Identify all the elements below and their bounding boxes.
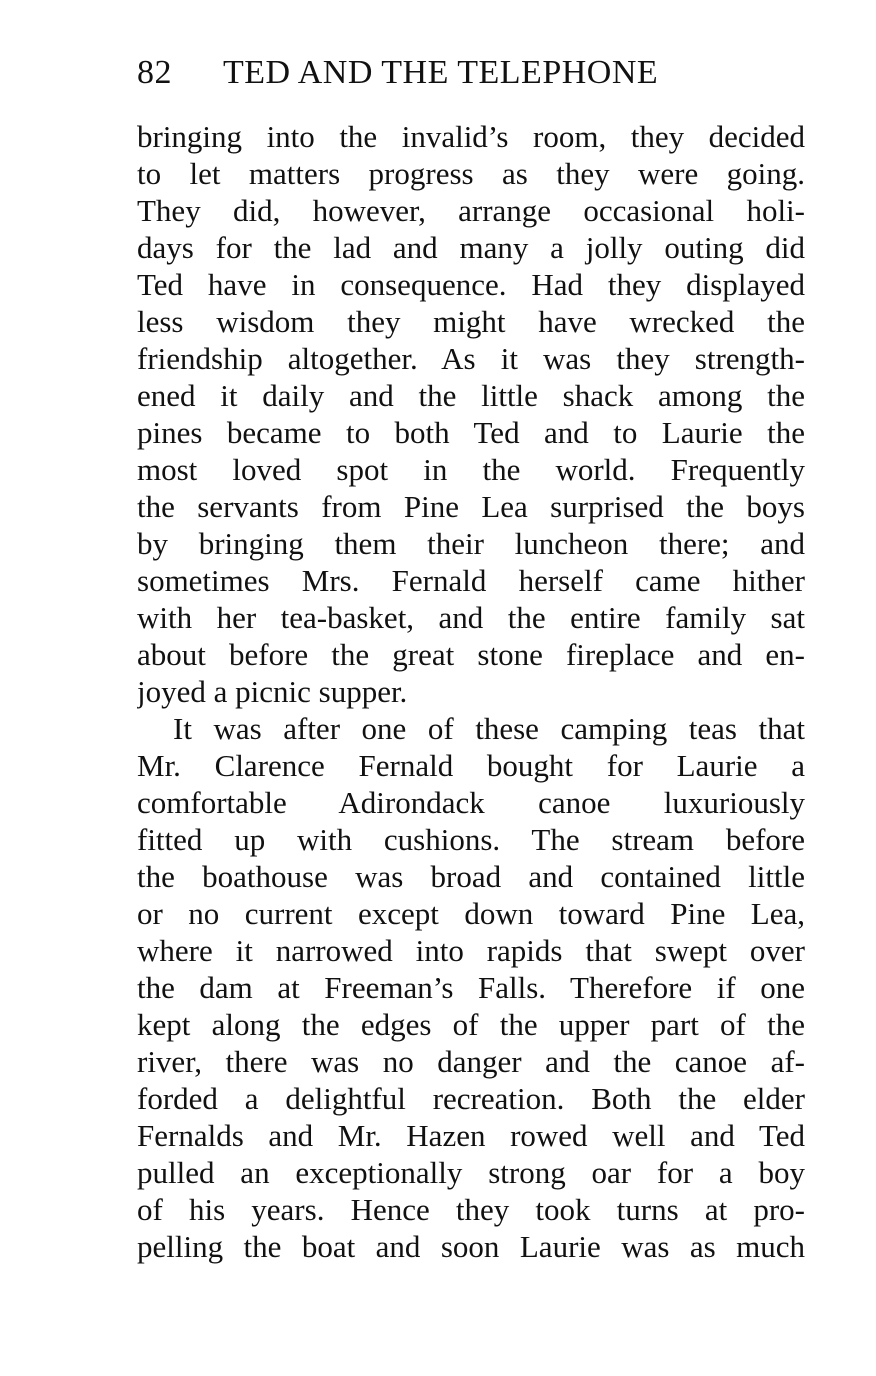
paragraph-start-line: It was after one of these camping teas that (173, 711, 805, 746)
text-line: forded a delightful recreation. Both the elder (137, 1081, 805, 1116)
text-line: ened it daily and the little shack among the (137, 378, 805, 413)
text-line: bringing into the invalid’s room, they decided (137, 119, 805, 154)
text-line: pulled an exceptionally strong oar for a boy (137, 1155, 805, 1190)
text-line: the dam at Freeman’s Falls. Therefore if one (137, 970, 805, 1005)
page-number: 82 (137, 54, 172, 91)
running-title: TED AND THE TELEPHONE (223, 54, 659, 91)
text-line: where it narrowed into rapids that swept over (137, 933, 805, 968)
text-line: about before the great stone fireplace and en- (137, 637, 805, 672)
text-line: river, there was no danger and the canoe af- (137, 1044, 805, 1079)
text-line: friendship altogether. As it was they strength- (137, 341, 805, 376)
text-line: the boathouse was broad and contained little (137, 859, 805, 894)
text-line: less wisdom they might have wrecked the (137, 304, 805, 339)
text-line: of his years. Hence they took turns at pro- (137, 1192, 805, 1227)
body-text (137, 118, 805, 1265)
text-line: fitted up with cushions. The stream before (137, 822, 805, 857)
text-line: with her tea-basket, and the entire family sat (137, 600, 805, 635)
text-line: kept along the edges of the upper part of the (137, 1007, 805, 1042)
text-line: comfortable Adirondack canoe luxuriously (137, 785, 805, 820)
text-line: by bringing them their luncheon there; and (137, 526, 805, 561)
text-line: pines became to both Ted and to Laurie the (137, 415, 805, 450)
text-line: the servants from Pine Lea surprised the boys (137, 489, 805, 524)
text-line: to let matters progress as they were going. (137, 156, 805, 191)
text-line: most loved spot in the world. Frequently (137, 452, 805, 487)
text-line: or no current except down toward Pine Lea, (137, 896, 805, 931)
text-line: They did, however, arrange occasional holi- (137, 193, 805, 228)
text-line: pelling the boat and soon Laurie was as much (137, 1229, 805, 1264)
running-head (137, 50, 737, 96)
text-line: Ted have in consequence. Had they displayed (137, 267, 805, 302)
text-line: sometimes Mrs. Fernald herself came hither (137, 563, 805, 598)
text-line: Fernalds and Mr. Hazen rowed well and Ted (137, 1118, 805, 1153)
paragraph-end-line: joyed a picnic supper. (137, 674, 408, 709)
text-line: days for the lad and many a jolly outing did (137, 230, 805, 265)
text-line: Mr. Clarence Fernald bought for Laurie a (137, 748, 805, 783)
